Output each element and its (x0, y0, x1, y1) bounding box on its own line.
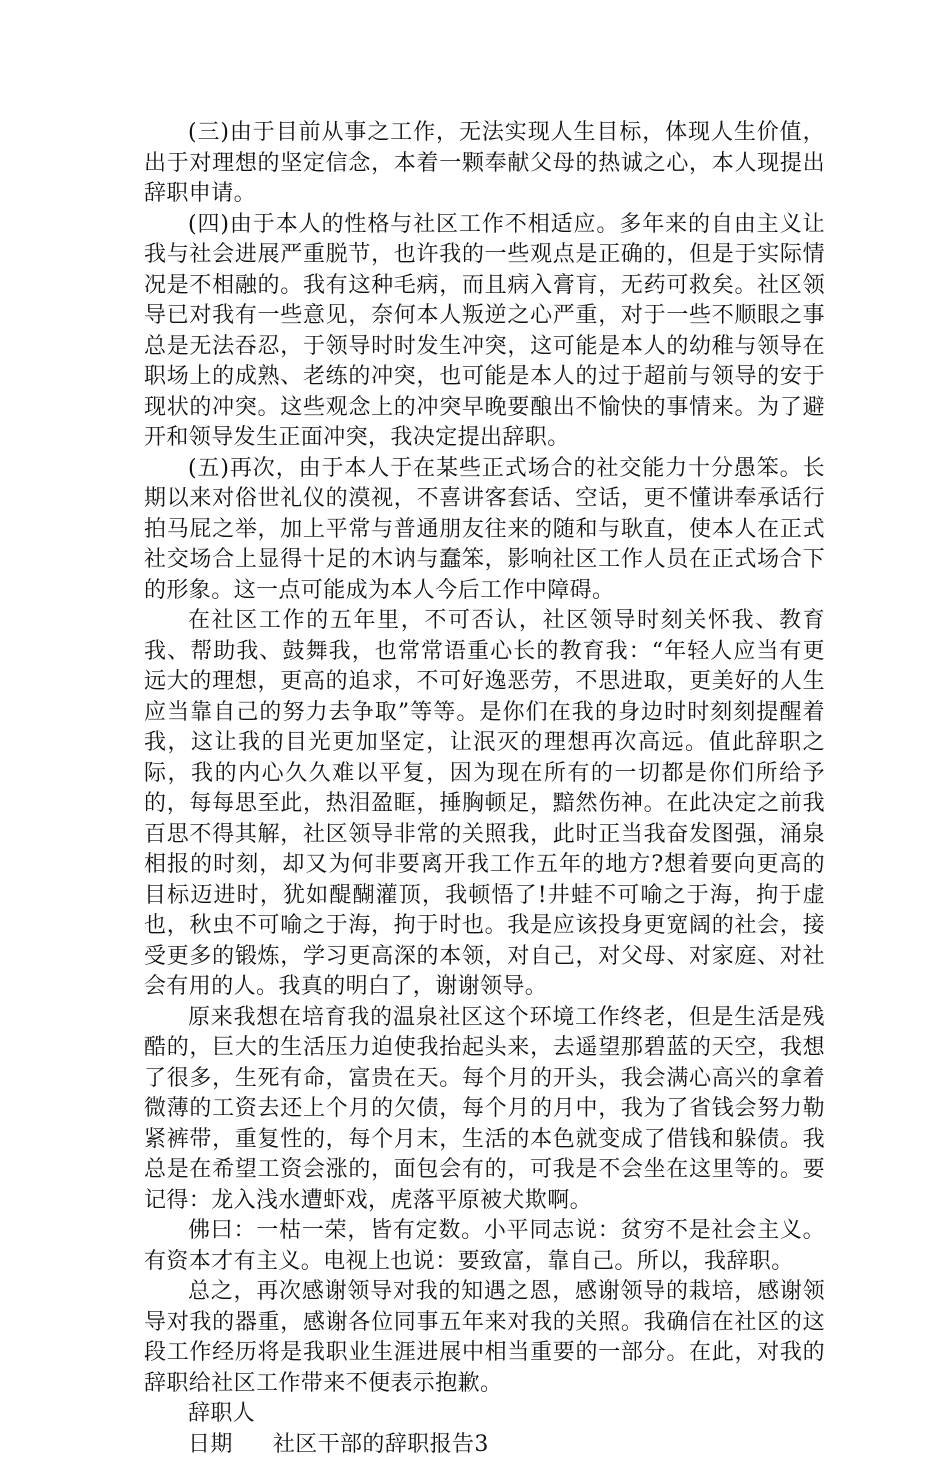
paragraph-five-years: 在社区工作的五年里，不可否认，社区领导时刻关怀我、教育我、帮助我、鼓舞我，也常常语重心长的教育我：“年轻人应当有更远大的理想，更高的追求，不可好逸恶劳，不思进取，更美好的人生应当靠自己的努力去争取”等等。是你们在我的身边时时刻刻提醒着我，这让我的目光更加坚定，让泯灭的理想再次高远。值此辞职之际，我的内心久久难以平复，因为现在所有的一切都是你们所给予的，每每思至此，热泪盈眶，捶胸顿足，黯然伤神。在此决定之前我百思不得其解，社区领导非常的关照我，此时正当我奋发图强，涌泉相报的时刻，却又为何非要离开我工作五年的地方?想着要向更高的目标迈进时，犹如醍醐灌顶，我顿悟了!井蛙不可喻之于海，拘于虚也，秋虫不可喻之于海，拘于时也。我是应该投身更宽阔的社会，接受更多的锻炼，学习更高深的本领，对自己，对父母、对家庭、对社会有用的人。我真的明白了，谢谢领导。 (144, 606, 825, 1003)
paragraph-4: (四)由于本人的性格与社区工作不相适应。多年来的自由主义让我与社会进展严重脱节，也许我的一些观点是正确的，但是于实际情况是不相融的。我有这种毛病，而且病入膏肓，无药可救矣。社区领导已对我有一些意见，奈何本人叛逆之心严重，对于一些不顺眼之事总是无法吞忍，于领导时时发生冲突，这可能是本人的幼稚与领导在职场上的成熟、老练的冲突，也可能是本人的过于超前与领导的安于现状的冲突。这些观念上的冲突早晚要酿出不愉快的事情来。为了避开和领导发生正面冲突，我决定提出辞职。 (144, 210, 825, 454)
paragraph-5: (五)再次，由于本人于在某些正式场合的社交能力十分愚笨。长期以来对俗世礼仪的漠视，不喜讲客套话、空话，更不懂讲奉承话行拍马屁之举，加上平常与普通朋友往来的随和与耿直，使本人在正式社交场合上显得十足的木讷与蠢笨，影响社区工作人员在正式场合下的形象。这一点可能成为本人今后工作中障碍。 (144, 454, 825, 607)
date-label: 日期 (188, 1432, 233, 1457)
next-section-title: 社区干部的辞职报告3 (273, 1432, 489, 1457)
paragraph-3: (三)由于目前从事之工作，无法实现人生目标，体现人生价值，出于对理想的坚定信念，本着一颗奉献父母的热诚之心，本人现提出辞职申请。 (144, 118, 825, 210)
signature-line (144, 1399, 825, 1430)
signature-label: 辞职人 (188, 1401, 255, 1426)
paragraph-life-pressure: 原来我想在培育我的温泉社区这个环境工作终老，但是生活是残酷的，巨大的生活压力迫使我抬起头来，去遥望那碧蓝的天空，我想了很多，生死有命，富贵在天。每个月的开头，我会满心高兴的拿着微薄的工资去还上个月的欠债，每个月的月中，我为了省钱会努力勒紧裤带，重复性的，每个月末，生活的本色就变成了借钱和躲债。我总是在希望工资会涨的，面包会有的，可我是不会坐在这里等的。要记得：龙入浅水遭虾戏，虎落平原被犬欺啊。 (144, 1003, 825, 1217)
document-body (144, 118, 825, 1460)
paragraph-buddha-quote: 佛曰：一枯一荣，皆有定数。小平同志说：贫穷不是社会主义。有资本才有主义。电视上也说：要致富，靠自己。所以，我辞职。 (144, 1216, 825, 1277)
paragraph-conclusion: 总之，再次感谢领导对我的知遇之恩，感谢领导的栽培，感谢领导对我的器重，感谢各位同事五年来对我的关照。我确信在社区的这段工作经历将是我职业生涯进展中相当重要的一部分。在此，对我的辞职给社区工作带来不便表示抱歉。 (144, 1277, 825, 1399)
date-line (144, 1430, 825, 1460)
